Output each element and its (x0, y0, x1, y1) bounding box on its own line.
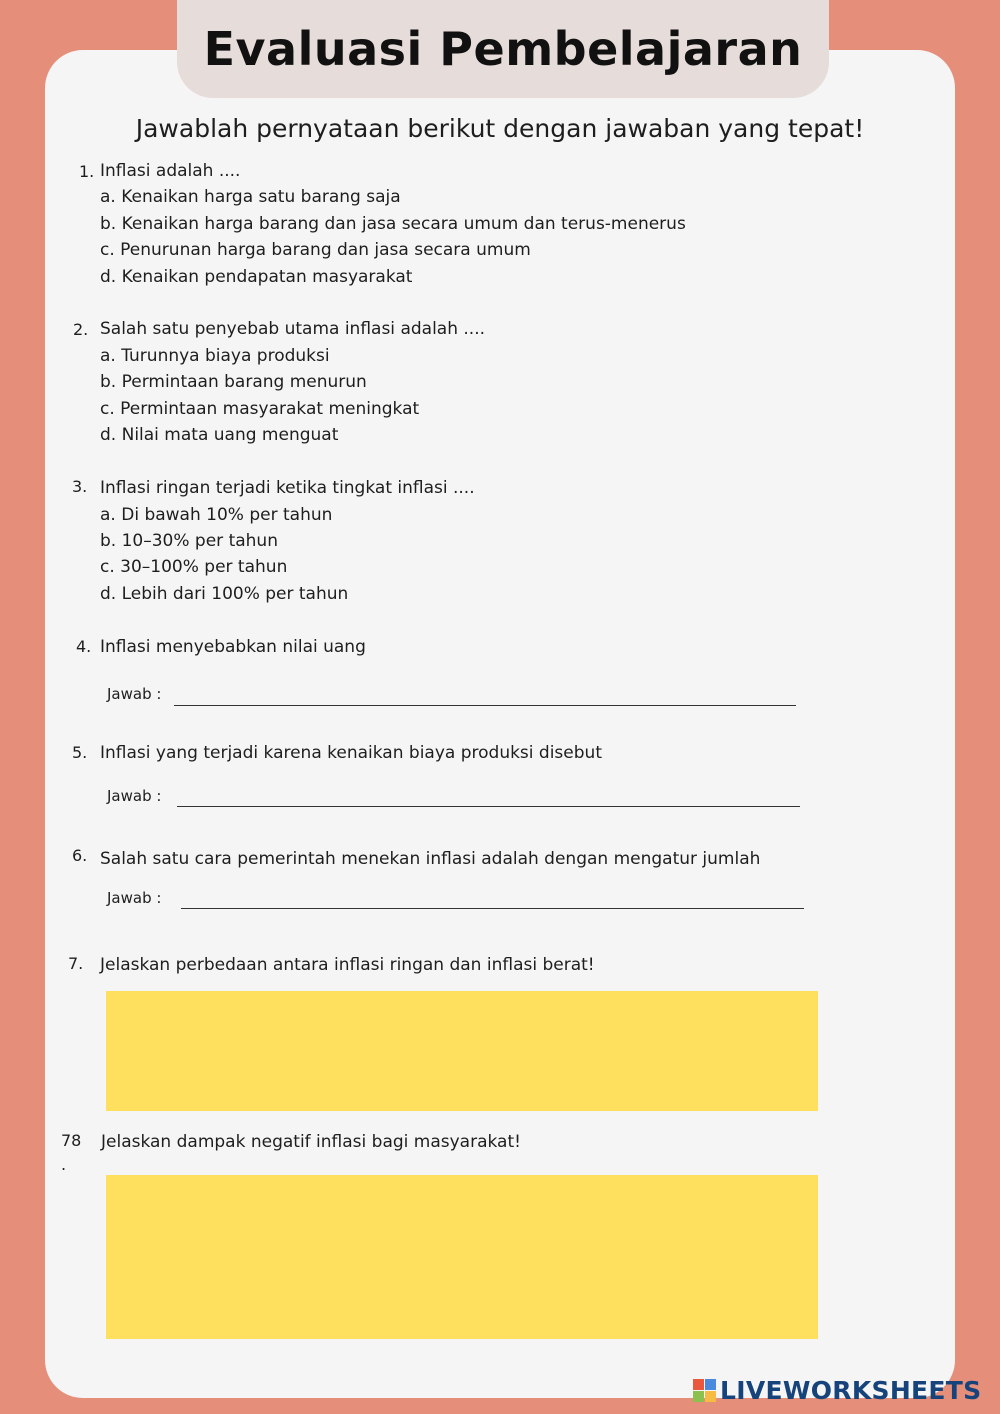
question-text: Jelaskan perbedaan antara inflasi ringan dan inflasi berat! (100, 955, 595, 975)
question-text: Salah satu penyebab utama inflasi adalah .... (100, 319, 485, 339)
option-2b[interactable]: b. Permintaan barang menurun (100, 372, 367, 392)
answer-input-6[interactable] (181, 908, 804, 909)
answer-label: Jawab : (107, 787, 162, 805)
option-1a[interactable]: a. Kenaikan harga satu barang saja (100, 187, 401, 207)
answer-box-7[interactable] (106, 991, 818, 1111)
question-number: 2. (73, 320, 89, 339)
option-3d[interactable]: d. Lebih dari 100% per tahun (100, 584, 349, 604)
logo-square (705, 1391, 716, 1402)
logo-square (693, 1379, 704, 1390)
question-text: Inflasi menyebabkan nilai uang (100, 637, 366, 657)
question-number: 5. (72, 743, 88, 762)
brand-watermark (693, 1376, 981, 1405)
option-3a[interactable]: a. Di bawah 10% per tahun (100, 505, 333, 525)
question-number: 3. (72, 477, 88, 496)
question-number: 1. (79, 162, 95, 181)
instruction: Jawablah pernyataan berikut dengan jawaban yang tepat! (135, 114, 865, 143)
page-title: Evaluasi Pembelajaran (203, 22, 803, 76)
question-text: Inflasi ringan terjadi ketika tingkat inflasi .... (100, 478, 475, 498)
option-2c[interactable]: c. Permintaan masyarakat meningkat (100, 399, 420, 419)
option-1d[interactable]: d. Kenaikan pendapatan masyarakat (100, 267, 413, 287)
liveworksheets-logo-icon (693, 1379, 716, 1402)
option-1c[interactable]: c. Penurunan harga barang dan jasa secara umum (100, 240, 531, 260)
title-tab (177, 0, 829, 98)
answer-label: Jawab : (107, 685, 162, 703)
option-1b[interactable]: b. Kenaikan harga barang dan jasa secara umum dan terus-menerus (100, 214, 686, 234)
logo-square (693, 1391, 704, 1402)
option-2d[interactable]: d. Nilai mata uang menguat (100, 425, 339, 445)
question-number-suffix: . (61, 1155, 67, 1174)
brand-name: LIVEWORKSHEETS (720, 1376, 982, 1405)
question-number: 78 (61, 1131, 82, 1150)
option-2a[interactable]: a. Turunnya biaya produksi (100, 346, 330, 366)
question-number: 7. (68, 954, 84, 973)
question-text: Inflasi adalah .... (100, 161, 241, 181)
answer-box-8[interactable] (106, 1175, 818, 1339)
option-3c[interactable]: c. 30–100% per tahun (100, 557, 288, 577)
answer-input-5[interactable] (177, 806, 800, 807)
option-3b[interactable]: b. 10–30% per tahun (100, 531, 278, 551)
question-text: Salah satu cara pemerintah menekan inflasi adalah dengan mengatur jumlah (100, 849, 761, 869)
answer-label: Jawab : (107, 889, 162, 907)
question-number: 6. (72, 846, 88, 865)
logo-square (705, 1379, 716, 1390)
question-text: Jelaskan dampak negatif inflasi bagi masyarakat! (101, 1132, 521, 1152)
question-number: 4. (76, 637, 92, 656)
question-text: Inflasi yang terjadi karena kenaikan biaya produksi disebut (100, 743, 602, 763)
answer-input-4[interactable] (174, 705, 796, 706)
